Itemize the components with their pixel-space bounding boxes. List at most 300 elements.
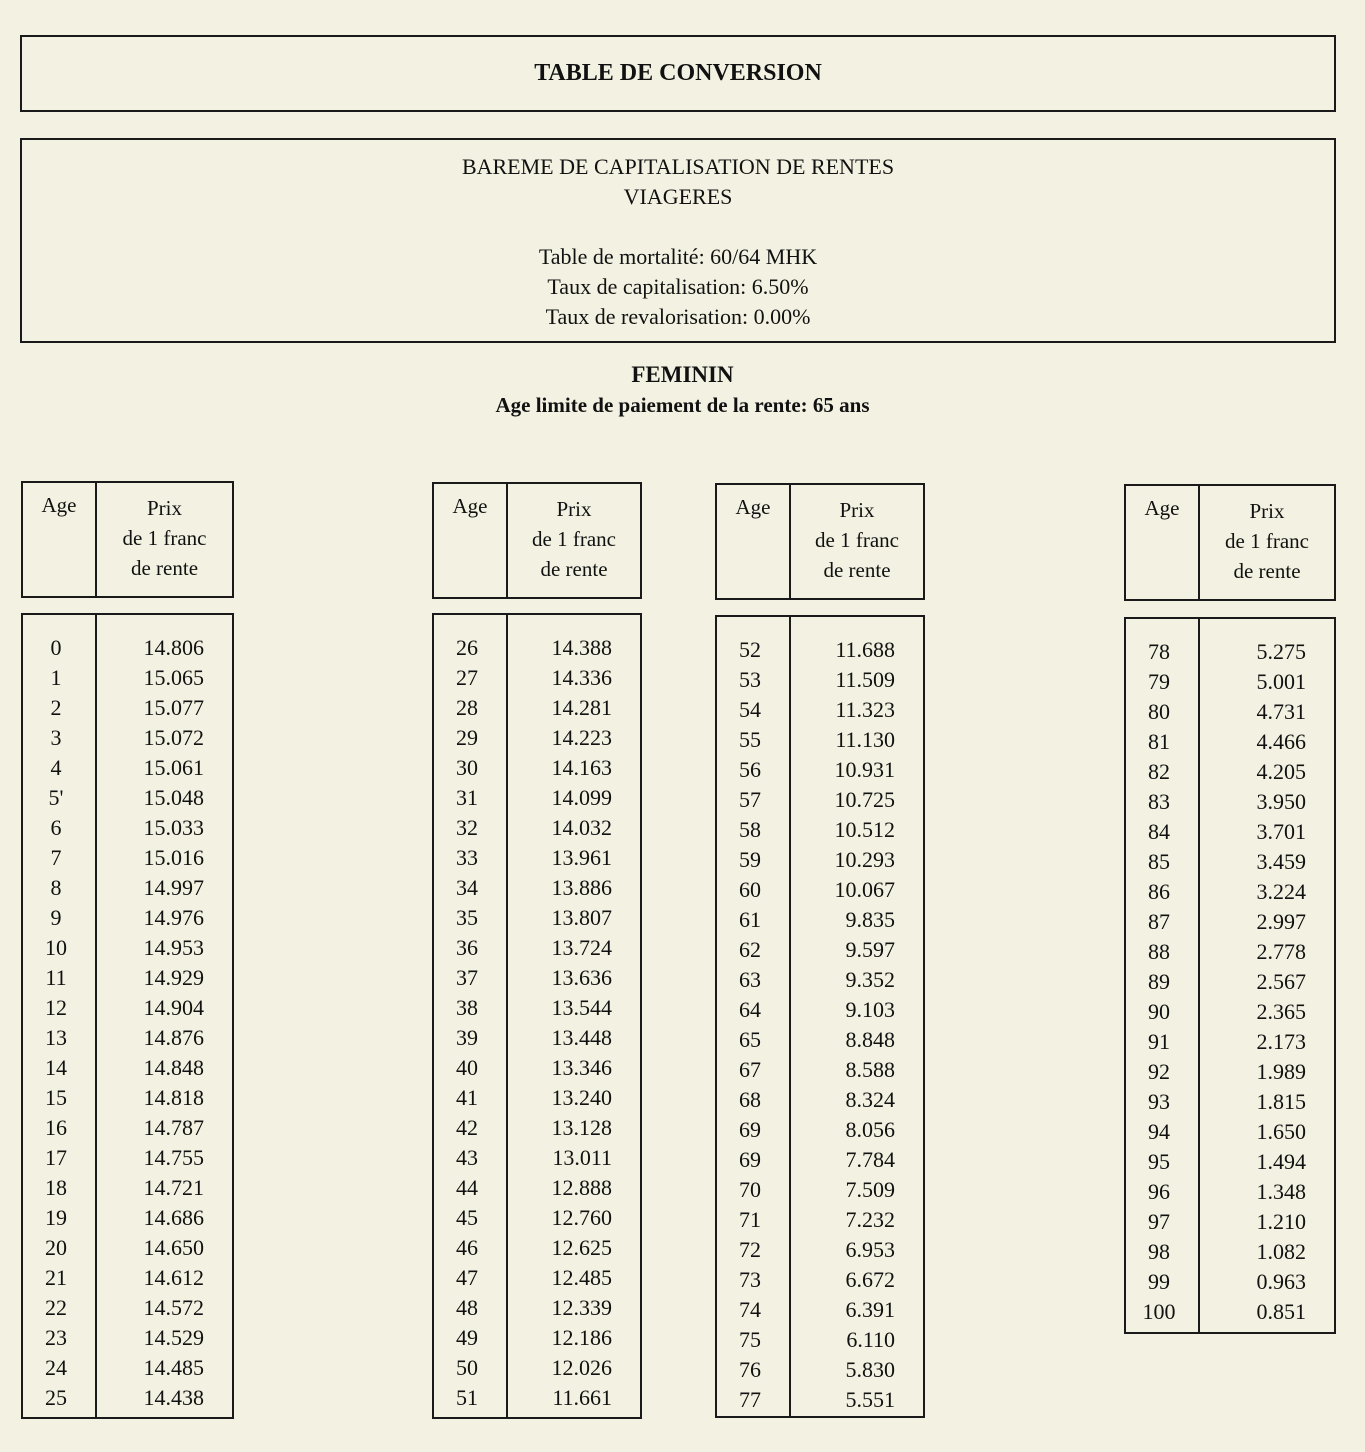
table-row [434,1203,640,1233]
table-row [717,995,923,1025]
table-row [1126,637,1334,667]
price-cell: 14.163 [551,755,612,780]
price-cell: 8.056 [845,1117,895,1142]
table-row [434,1113,640,1143]
table-row [1126,937,1334,967]
price-cell: 14.612 [143,1265,204,1290]
table-row [434,663,640,693]
age-cell: 95 [1148,1149,1170,1174]
price-cell: 14.485 [143,1355,204,1380]
table-row [717,1385,923,1415]
age-cell: 18 [45,1175,67,1200]
table-row [717,815,923,845]
price-cell: 13.886 [551,875,612,900]
table-row [434,633,640,663]
price-cell: 11.509 [835,667,895,692]
table-row [717,755,923,785]
price-cell: 3.950 [1256,789,1306,814]
price-cell: 13.807 [551,905,612,930]
price-cell: 12.625 [551,1235,612,1260]
age-cell: 63 [739,967,761,992]
age-cell: 79 [1148,669,1170,694]
price-cell: 2.997 [1256,909,1306,934]
table-row [1126,1267,1334,1297]
table-row [1126,727,1334,757]
table-row [717,1115,923,1145]
age-cell: 64 [739,997,761,1022]
age-cell: 1 [50,665,62,690]
table-row [1126,1087,1334,1117]
table-row [434,1293,640,1323]
price-cell: 14.997 [143,875,204,900]
table-row [1126,1057,1334,1087]
price-cell: 14.755 [143,1145,204,1170]
price-cell: 7.784 [845,1147,895,1172]
table-row [23,933,232,963]
price-cell: 14.099 [551,785,612,810]
price-cell: 5.830 [845,1357,895,1382]
price-cell: 14.686 [143,1205,204,1230]
table-row [23,723,232,753]
age-cell: 28 [456,695,478,720]
table-row [717,695,923,725]
price-cell: 14.929 [143,965,204,990]
table-row [23,693,232,723]
price-cell: 10.067 [834,877,895,902]
table-header [1124,484,1336,601]
table-row [23,813,232,843]
capitalization-rate: Taux de capitalisation: 6.50% [547,274,809,299]
age-cell: 17 [45,1145,67,1170]
table-row [434,753,640,783]
page-title: TABLE DE CONVERSION [20,35,1336,112]
table-row [23,1263,232,1293]
price-cell: 12.339 [551,1295,612,1320]
table-row [434,873,640,903]
table-row [1126,997,1334,1027]
table-row [434,1083,640,1113]
table-row [1126,1147,1334,1177]
header-age: Age [717,485,791,598]
table-row [434,1023,640,1053]
price-cell: 11.688 [835,637,895,662]
table-row [23,663,232,693]
price-cell: 11.323 [835,697,895,722]
table-row [717,1355,923,1385]
table-header [715,483,925,600]
table-row [1126,1177,1334,1207]
age-cell: 85 [1148,849,1170,874]
price-cell: 4.731 [1256,699,1306,724]
table-row [1126,847,1334,877]
table-row [1126,757,1334,787]
price-cell: 2.567 [1256,969,1306,994]
age-cell: 61 [739,907,761,932]
age-cell: 80 [1148,699,1170,724]
price-cell: 14.876 [143,1025,204,1050]
age-cell: 71 [739,1207,761,1232]
age-cell: 29 [456,725,478,750]
price-cell: 1.650 [1256,1119,1306,1144]
price-cell: 6.953 [845,1237,895,1262]
price-cell: 14.529 [143,1325,204,1350]
table-row [717,785,923,815]
age-cell: 27 [456,665,478,690]
price-cell: 14.848 [143,1055,204,1080]
table-row [434,1263,640,1293]
age-cell: 47 [456,1265,478,1290]
age-cell: 35 [456,905,478,930]
price-cell: 13.636 [551,965,612,990]
price-cell: 2.173 [1256,1029,1306,1054]
price-cell: 2.365 [1256,999,1306,1024]
table-row [717,1295,923,1325]
price-cell: 8.848 [845,1027,895,1052]
price-cell: 14.438 [143,1385,204,1410]
price-cell: 9.103 [845,997,895,1022]
price-cell: 15.072 [143,725,204,750]
price-cell: 14.650 [143,1235,204,1260]
table-row [717,665,923,695]
price-cell: 12.888 [551,1175,612,1200]
age-cell: 36 [456,935,478,960]
age-cell: 60 [739,877,761,902]
price-cell: 12.760 [551,1205,612,1230]
age-cell: 31 [456,785,478,810]
table-row [717,1235,923,1265]
age-cell: 75 [739,1327,761,1352]
age-cell: 58 [739,817,761,842]
price-cell: 14.976 [143,905,204,930]
age-cell: 70 [739,1177,761,1202]
age-cell: 74 [739,1297,761,1322]
price-cell: 14.223 [551,725,612,750]
price-cell: 5.551 [845,1387,895,1412]
price-cell: 14.721 [143,1175,204,1200]
table-row [1126,697,1334,727]
table-row [717,1205,923,1235]
header-prix: Prix de 1 franc de rente [532,497,616,581]
price-cell: 6.391 [845,1297,895,1322]
age-cell: 41 [456,1085,478,1110]
age-cell: 24 [45,1355,67,1380]
table-row [23,633,232,663]
table-row [23,993,232,1023]
age-cell: 94 [1148,1119,1170,1144]
age-cell: 9 [50,905,62,930]
table-row [23,1143,232,1173]
price-cell: 7.232 [845,1207,895,1232]
price-cell: 6.110 [846,1327,895,1352]
table-row [434,1353,640,1383]
age-cell: 87 [1148,909,1170,934]
age-cell: 34 [456,875,478,900]
price-cell: 14.281 [551,695,612,720]
info-box [20,138,1336,343]
age-cell: 91 [1148,1029,1170,1054]
age-cell: 98 [1148,1239,1170,1264]
age-cell: 22 [45,1295,67,1320]
age-cell: 10 [45,935,67,960]
price-cell: 3.701 [1256,819,1306,844]
age-cell: 21 [45,1265,67,1290]
header-prix: Prix de 1 franc de rente [122,496,207,580]
table-row [1126,1297,1334,1327]
price-cell: 13.128 [551,1115,612,1140]
price-cell: 13.011 [552,1145,612,1170]
price-cell: 5.275 [1256,639,1306,664]
price-cell: 2.778 [1256,939,1306,964]
table-body [715,615,925,1418]
price-cell: 13.961 [551,845,612,870]
age-cell: 55 [739,727,761,752]
price-cell: 0.851 [1256,1299,1306,1324]
age-cell: 99 [1148,1269,1170,1294]
age-cell: 4 [50,755,62,780]
price-cell: 15.016 [143,845,204,870]
table-row [717,1325,923,1355]
price-cell: 9.352 [845,967,895,992]
price-cell: 0.963 [1256,1269,1306,1294]
table-row [23,843,232,873]
age-cell: 90 [1148,999,1170,1024]
price-cell: 14.572 [143,1295,204,1320]
age-cell: 38 [456,995,478,1020]
age-cell: 48 [456,1295,478,1320]
age-cell: 26 [456,635,478,660]
table-row [23,1083,232,1113]
price-cell: 15.033 [143,815,204,840]
mortality-table: Table de mortalité: 60/64 MHK [538,244,818,269]
table-row [1126,1027,1334,1057]
header-prix: Prix de 1 franc de rente [1225,499,1309,583]
price-cell: 14.388 [551,635,612,660]
table-row [23,1353,232,1383]
price-cell: 1.815 [1256,1089,1306,1114]
age-cell: 88 [1148,939,1170,964]
price-cell: 14.336 [551,665,612,690]
table-row [434,1383,640,1413]
age-cell: 50 [456,1355,478,1380]
price-cell: 10.293 [834,847,895,872]
price-cell: 14.806 [143,635,204,660]
age-cell: 7 [50,845,62,870]
age-cell: 23 [45,1325,67,1350]
table-row [23,753,232,783]
price-cell: 1.494 [1256,1149,1306,1174]
price-cell: 8.324 [845,1087,895,1112]
price-cell: 13.240 [551,1085,612,1110]
price-cell: 1.210 [1256,1209,1306,1234]
table-row [717,1175,923,1205]
scale-title-line2: VIAGERES [623,184,733,209]
header-age: Age [23,483,97,596]
age-cell: 5' [48,785,64,810]
table-row [717,1265,923,1295]
price-cell: 9.597 [845,937,895,962]
age-cell: 52 [739,637,761,662]
table-row [717,635,923,665]
price-cell: 14.904 [143,995,204,1020]
table-row [434,843,640,873]
price-cell: 15.077 [143,695,204,720]
table-row [23,963,232,993]
table-row [717,935,923,965]
table-row [434,1173,640,1203]
price-cell: 3.224 [1256,879,1306,904]
table-row [717,905,923,935]
table-body [1124,617,1336,1334]
price-cell: 11.661 [552,1385,612,1410]
price-cell: 7.509 [845,1177,895,1202]
price-cell: 12.485 [551,1265,612,1290]
age-cell: 39 [456,1025,478,1050]
age-cell: 100 [1142,1299,1176,1324]
age-cell: 57 [739,787,761,812]
age-cell: 19 [45,1205,67,1230]
age-cell: 86 [1148,879,1170,904]
table-row [434,933,640,963]
price-cell: 14.787 [143,1115,204,1140]
table-row [1126,967,1334,997]
age-cell: 8 [50,875,62,900]
age-cell: 3 [50,725,62,750]
price-cell: 10.512 [834,817,895,842]
age-cell: 81 [1148,729,1170,754]
price-cell: 12.186 [551,1325,612,1350]
table-row [1126,907,1334,937]
table-row [717,1055,923,1085]
age-cell: 83 [1148,789,1170,814]
age-cell: 25 [45,1385,67,1410]
price-cell: 8.588 [845,1057,895,1082]
price-cell: 11.130 [835,727,895,752]
age-cell: 6 [50,815,62,840]
price-cell: 3.459 [1256,849,1306,874]
age-cell: 45 [456,1205,478,1230]
age-cell: 37 [456,965,478,990]
price-cell: 13.346 [551,1055,612,1080]
price-cell: 1.082 [1256,1239,1306,1264]
table-row [23,783,232,813]
table-row [23,1383,232,1413]
age-cell: 69 [739,1147,761,1172]
table-row [434,693,640,723]
price-cell: 13.544 [551,995,612,1020]
table-row [434,1143,640,1173]
table-row [1126,667,1334,697]
age-cell: 67 [739,1057,761,1082]
age-cell: 78 [1148,639,1170,664]
age-cell: 20 [45,1235,67,1260]
age-cell: 76 [739,1357,761,1382]
table-row [23,1023,232,1053]
age-cell: 42 [456,1115,478,1140]
age-cell: 92 [1148,1059,1170,1084]
table-body [21,613,234,1419]
age-cell: 73 [739,1267,761,1292]
age-cell: 12 [45,995,67,1020]
table-row [434,1323,640,1353]
age-cell: 0 [50,635,62,660]
section-gender: FEMININ [631,362,734,387]
price-cell: 14.818 [143,1085,204,1110]
table-header [432,482,642,599]
age-cell: 93 [1148,1089,1170,1114]
table-row [1126,1207,1334,1237]
age-cell: 51 [456,1385,478,1410]
price-cell: 4.466 [1256,729,1306,754]
age-cell: 40 [456,1055,478,1080]
table-row [717,1025,923,1055]
age-cell: 84 [1148,819,1170,844]
price-cell: 15.048 [143,785,204,810]
table-row [1126,817,1334,847]
section-age-limit: Age limite de paiement de la rente: 65 ans [495,393,870,417]
table-row [1126,787,1334,817]
age-cell: 15 [45,1085,67,1110]
age-cell: 72 [739,1237,761,1262]
table-row [23,1323,232,1353]
age-cell: 65 [739,1027,761,1052]
table-row [23,1203,232,1233]
age-cell: 62 [739,937,761,962]
price-cell: 13.724 [551,935,612,960]
age-cell: 97 [1148,1209,1170,1234]
price-cell: 15.061 [143,755,204,780]
price-cell: 9.835 [845,907,895,932]
table-header [21,481,234,598]
table-row [717,965,923,995]
table-row [23,1113,232,1143]
table-row [23,1173,232,1203]
table-row [434,783,640,813]
table-row [434,993,640,1023]
header-age: Age [434,484,508,597]
age-cell: 49 [456,1325,478,1350]
price-cell: 1.348 [1256,1179,1306,1204]
price-cell: 10.725 [834,787,895,812]
table-row [434,903,640,933]
table-row [1126,1237,1334,1267]
age-cell: 89 [1148,969,1170,994]
revalorisation-rate: Taux de revalorisation: 0.00% [545,304,811,329]
price-cell: 6.672 [845,1267,895,1292]
age-cell: 33 [456,845,478,870]
table-row [717,1145,923,1175]
age-cell: 16 [45,1115,67,1140]
age-cell: 44 [456,1175,478,1200]
age-cell: 11 [45,965,67,990]
age-cell: 2 [50,695,62,720]
age-cell: 30 [456,755,478,780]
age-cell: 32 [456,815,478,840]
age-cell: 59 [739,847,761,872]
table-row [434,963,640,993]
table-row [717,875,923,905]
age-cell: 82 [1148,759,1170,784]
price-cell: 12.026 [551,1355,612,1380]
table-row [23,873,232,903]
age-cell: 77 [739,1387,761,1412]
price-cell: 4.205 [1256,759,1306,784]
table-row [717,725,923,755]
age-cell: 13 [45,1025,67,1050]
table-row [717,845,923,875]
table-row [434,813,640,843]
table-row [434,723,640,753]
age-cell: 68 [739,1087,761,1112]
